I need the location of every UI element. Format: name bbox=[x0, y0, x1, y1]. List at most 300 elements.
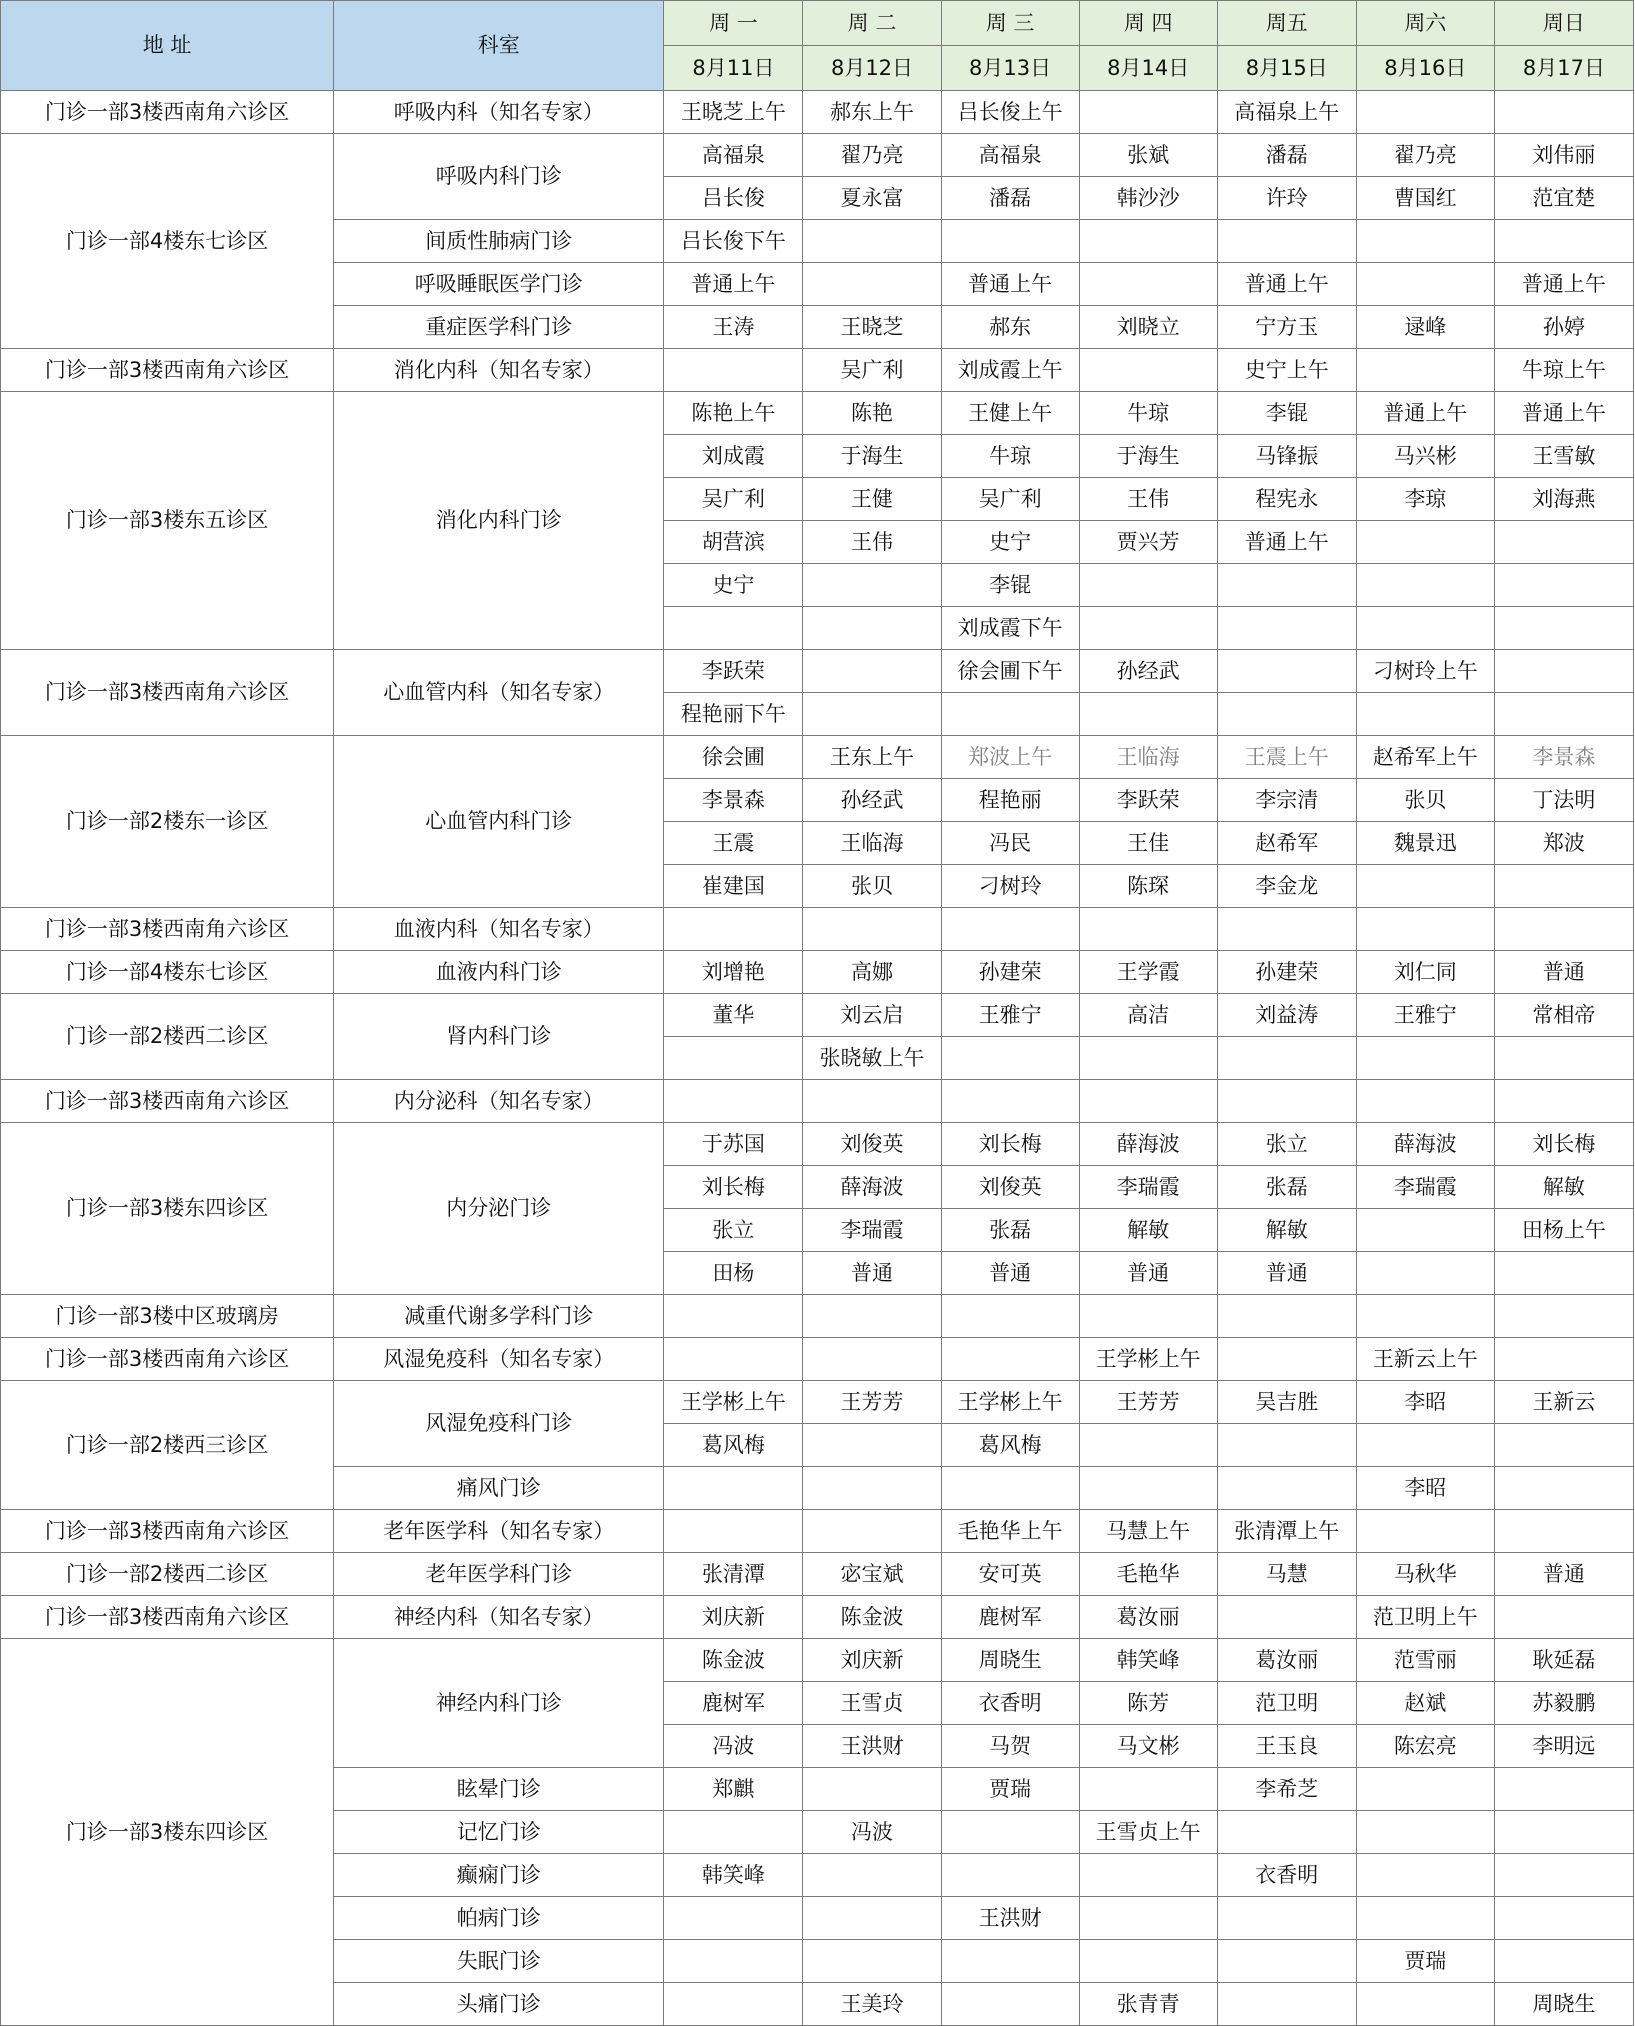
doctor-cell bbox=[1217, 1037, 1356, 1080]
doctor-cell: 王学彬上午 bbox=[1079, 1338, 1217, 1381]
department-header: 科室 bbox=[334, 1, 664, 91]
doctor-cell: 陈艳 bbox=[803, 392, 941, 435]
doctor-cell bbox=[941, 1811, 1079, 1854]
department-cell: 老年医学科（知名专家） bbox=[334, 1510, 664, 1553]
doctor-cell bbox=[941, 1338, 1079, 1381]
doctor-cell bbox=[664, 1983, 803, 2026]
doctor-cell: 王佳 bbox=[1079, 822, 1217, 865]
doctor-cell bbox=[1217, 1811, 1356, 1854]
doctor-cell: 李希芝 bbox=[1217, 1768, 1356, 1811]
doctor-cell bbox=[803, 908, 941, 951]
doctor-cell bbox=[1494, 1467, 1633, 1510]
doctor-cell bbox=[803, 650, 941, 693]
department-cell: 心血管内科（知名专家） bbox=[334, 650, 664, 736]
doctor-cell: 张贝 bbox=[803, 865, 941, 908]
doctor-cell: 张斌 bbox=[1079, 134, 1217, 177]
doctor-cell: 王雅宁 bbox=[1356, 994, 1494, 1037]
doctor-cell bbox=[1356, 1209, 1494, 1252]
doctor-cell bbox=[1356, 1897, 1494, 1940]
department-cell: 帕病门诊 bbox=[334, 1897, 664, 1940]
doctor-cell bbox=[1217, 564, 1356, 607]
doctor-cell: 王晓芝 bbox=[803, 306, 941, 349]
location-cell: 门诊一部2楼西二诊区 bbox=[1, 1553, 334, 1596]
schedule-row bbox=[1, 1295, 1634, 1338]
date-header: 8月12日 bbox=[803, 46, 941, 91]
doctor-cell bbox=[1356, 521, 1494, 564]
doctor-cell: 陈金波 bbox=[803, 1596, 941, 1639]
doctor-cell: 李瑞霞 bbox=[1079, 1166, 1217, 1209]
doctor-cell: 刁树玲上午 bbox=[1356, 650, 1494, 693]
department-cell: 老年医学科门诊 bbox=[334, 1553, 664, 1596]
department-cell: 呼吸内科（知名专家） bbox=[334, 91, 664, 134]
doctor-cell bbox=[1494, 1510, 1633, 1553]
doctor-cell bbox=[1356, 1037, 1494, 1080]
location-cell: 门诊一部4楼东七诊区 bbox=[1, 951, 334, 994]
doctor-cell bbox=[1217, 1897, 1356, 1940]
doctor-cell: 贾兴芳 bbox=[1079, 521, 1217, 564]
doctor-cell: 刘成霞上午 bbox=[941, 349, 1079, 392]
doctor-cell: 王玉良 bbox=[1217, 1725, 1356, 1768]
doctor-cell bbox=[1217, 650, 1356, 693]
doctor-cell: 田杨 bbox=[664, 1252, 803, 1295]
doctor-cell: 冯波 bbox=[664, 1725, 803, 1768]
doctor-cell: 董华 bbox=[664, 994, 803, 1037]
doctor-cell bbox=[1079, 564, 1217, 607]
doctor-cell bbox=[1494, 1596, 1633, 1639]
doctor-cell bbox=[1494, 650, 1633, 693]
doctor-cell: 马秋华 bbox=[1356, 1553, 1494, 1596]
doctor-cell: 常相帝 bbox=[1494, 994, 1633, 1037]
schedule-row bbox=[1, 994, 1634, 1037]
doctor-cell: 赵希军上午 bbox=[1356, 736, 1494, 779]
doctor-cell: 赵斌 bbox=[1356, 1682, 1494, 1725]
doctor-cell bbox=[1494, 1768, 1633, 1811]
doctor-cell bbox=[1217, 908, 1356, 951]
doctor-cell: 薛海波 bbox=[803, 1166, 941, 1209]
doctor-cell: 宓宝斌 bbox=[803, 1553, 941, 1596]
doctor-cell bbox=[1079, 1768, 1217, 1811]
doctor-cell bbox=[1079, 607, 1217, 650]
doctor-cell: 牛琼 bbox=[941, 435, 1079, 478]
doctor-cell: 王学彬上午 bbox=[664, 1381, 803, 1424]
location-cell: 门诊一部3楼西南角六诊区 bbox=[1, 349, 334, 392]
department-cell: 间质性肺病门诊 bbox=[334, 220, 664, 263]
doctor-cell: 李瑞霞 bbox=[803, 1209, 941, 1252]
doctor-cell: 张磊 bbox=[1217, 1166, 1356, 1209]
doctor-cell bbox=[1217, 1338, 1356, 1381]
doctor-cell: 牛琼上午 bbox=[1494, 349, 1633, 392]
doctor-cell bbox=[1079, 908, 1217, 951]
doctor-cell bbox=[1494, 865, 1633, 908]
doctor-cell: 王伟 bbox=[1079, 478, 1217, 521]
doctor-cell bbox=[1217, 693, 1356, 736]
location-cell: 门诊一部3楼西南角六诊区 bbox=[1, 1510, 334, 1553]
doctor-cell bbox=[803, 693, 941, 736]
doctor-cell bbox=[803, 1338, 941, 1381]
doctor-cell bbox=[1494, 1338, 1633, 1381]
doctor-cell: 程艳丽 bbox=[941, 779, 1079, 822]
doctor-cell: 王洪财 bbox=[941, 1897, 1079, 1940]
schedule-row bbox=[1, 908, 1634, 951]
weekday-header: 周五 bbox=[1217, 1, 1356, 46]
doctor-cell bbox=[941, 1295, 1079, 1338]
doctor-cell bbox=[1079, 1467, 1217, 1510]
doctor-cell bbox=[1356, 1811, 1494, 1854]
doctor-cell: 张贝 bbox=[1356, 779, 1494, 822]
doctor-cell: 王新云 bbox=[1494, 1381, 1633, 1424]
department-cell: 风湿免疫科门诊 bbox=[334, 1381, 664, 1467]
doctor-cell: 薛海波 bbox=[1356, 1123, 1494, 1166]
doctor-cell: 许玲 bbox=[1217, 177, 1356, 220]
doctor-cell bbox=[664, 349, 803, 392]
doctor-cell: 高洁 bbox=[1079, 994, 1217, 1037]
doctor-cell: 王学彬上午 bbox=[941, 1381, 1079, 1424]
doctor-cell: 李明远 bbox=[1494, 1725, 1633, 1768]
department-cell: 重症医学科门诊 bbox=[334, 306, 664, 349]
doctor-cell: 李昭 bbox=[1356, 1467, 1494, 1510]
doctor-cell bbox=[1356, 91, 1494, 134]
doctor-cell: 宁方玉 bbox=[1217, 306, 1356, 349]
doctor-cell bbox=[1356, 1424, 1494, 1467]
doctor-cell bbox=[803, 1940, 941, 1983]
doctor-cell bbox=[1217, 1467, 1356, 1510]
doctor-cell: 郑波 bbox=[1494, 822, 1633, 865]
doctor-cell: 李琼 bbox=[1356, 478, 1494, 521]
date-header: 8月17日 bbox=[1494, 46, 1633, 91]
doctor-cell: 胡营滨 bbox=[664, 521, 803, 564]
doctor-cell bbox=[1356, 1252, 1494, 1295]
doctor-cell: 史宁上午 bbox=[1217, 349, 1356, 392]
doctor-cell: 范雪丽 bbox=[1356, 1639, 1494, 1682]
doctor-cell bbox=[941, 1983, 1079, 2026]
schedule-row bbox=[1, 1381, 1634, 1424]
doctor-cell: 李景森 bbox=[664, 779, 803, 822]
doctor-cell: 普通上午 bbox=[1356, 392, 1494, 435]
doctor-cell: 刘伟丽 bbox=[1494, 134, 1633, 177]
department-cell: 血液内科门诊 bbox=[334, 951, 664, 994]
doctor-cell: 王临海 bbox=[1079, 736, 1217, 779]
doctor-cell bbox=[941, 220, 1079, 263]
department-cell: 消化内科门诊 bbox=[334, 392, 664, 650]
department-cell: 血液内科（知名专家） bbox=[334, 908, 664, 951]
doctor-cell: 吕长俊下午 bbox=[664, 220, 803, 263]
doctor-cell: 王雅宁 bbox=[941, 994, 1079, 1037]
doctor-cell: 普通 bbox=[803, 1252, 941, 1295]
doctor-cell bbox=[1494, 908, 1633, 951]
doctor-cell: 张磊 bbox=[941, 1209, 1079, 1252]
doctor-cell bbox=[941, 1940, 1079, 1983]
date-header: 8月13日 bbox=[941, 46, 1079, 91]
doctor-cell bbox=[1494, 1252, 1633, 1295]
doctor-cell: 张立 bbox=[1217, 1123, 1356, 1166]
doctor-cell bbox=[1079, 1897, 1217, 1940]
department-cell: 呼吸睡眠医学门诊 bbox=[334, 263, 664, 306]
doctor-cell: 范宜楚 bbox=[1494, 177, 1633, 220]
location-cell: 门诊一部3楼西南角六诊区 bbox=[1, 91, 334, 134]
doctor-cell: 李锟 bbox=[1217, 392, 1356, 435]
doctor-cell bbox=[664, 1338, 803, 1381]
doctor-cell: 王学霞 bbox=[1079, 951, 1217, 994]
doctor-cell: 高福泉 bbox=[941, 134, 1079, 177]
schedule-row bbox=[1, 1338, 1634, 1381]
doctor-cell: 陈宏亮 bbox=[1356, 1725, 1494, 1768]
doctor-cell: 孙建荣 bbox=[1217, 951, 1356, 994]
doctor-cell: 徐会圃 bbox=[664, 736, 803, 779]
doctor-cell: 张清潭上午 bbox=[1217, 1510, 1356, 1553]
doctor-cell: 葛风梅 bbox=[664, 1424, 803, 1467]
doctor-cell: 潘磊 bbox=[941, 177, 1079, 220]
doctor-cell: 孙经武 bbox=[1079, 650, 1217, 693]
doctor-cell: 王涛 bbox=[664, 306, 803, 349]
doctor-cell bbox=[664, 1467, 803, 1510]
doctor-cell bbox=[1079, 349, 1217, 392]
doctor-cell bbox=[664, 1295, 803, 1338]
doctor-cell bbox=[1079, 1295, 1217, 1338]
doctor-cell: 孙婷 bbox=[1494, 306, 1633, 349]
doctor-cell: 孙建荣 bbox=[941, 951, 1079, 994]
doctor-cell: 普通 bbox=[1217, 1252, 1356, 1295]
schedule-row bbox=[1, 1510, 1634, 1553]
doctor-cell bbox=[664, 1510, 803, 1553]
doctor-cell: 刘成霞下午 bbox=[941, 607, 1079, 650]
doctor-cell: 陈艳上午 bbox=[664, 392, 803, 435]
doctor-cell: 王临海 bbox=[803, 822, 941, 865]
doctor-cell: 王健上午 bbox=[941, 392, 1079, 435]
doctor-cell: 吴广利 bbox=[803, 349, 941, 392]
schedule-row bbox=[1, 91, 1634, 134]
department-cell: 癫痫门诊 bbox=[334, 1854, 664, 1897]
doctor-cell: 葛风梅 bbox=[941, 1424, 1079, 1467]
department-cell: 痛风门诊 bbox=[334, 1467, 664, 1510]
date-header: 8月14日 bbox=[1079, 46, 1217, 91]
doctor-cell: 韩笑峰 bbox=[1079, 1639, 1217, 1682]
doctor-cell: 刘增艳 bbox=[664, 951, 803, 994]
schedule-row bbox=[1, 1596, 1634, 1639]
doctor-cell: 刘长梅 bbox=[1494, 1123, 1633, 1166]
doctor-cell: 李景森 bbox=[1494, 736, 1633, 779]
location-cell: 门诊一部2楼西三诊区 bbox=[1, 1381, 334, 1510]
doctor-cell: 刁树玲 bbox=[941, 865, 1079, 908]
doctor-cell bbox=[664, 908, 803, 951]
address-header: 地 址 bbox=[1, 1, 334, 91]
doctor-cell bbox=[803, 220, 941, 263]
doctor-cell: 刘云启 bbox=[803, 994, 941, 1037]
doctor-cell: 普通上午 bbox=[1217, 263, 1356, 306]
doctor-cell bbox=[664, 607, 803, 650]
doctor-cell bbox=[803, 1768, 941, 1811]
doctor-cell: 葛汝丽 bbox=[1217, 1639, 1356, 1682]
doctor-cell bbox=[941, 693, 1079, 736]
schedule-row bbox=[1, 1639, 1634, 1682]
doctor-cell: 王美玲 bbox=[803, 1983, 941, 2026]
doctor-cell: 安可英 bbox=[941, 1553, 1079, 1596]
doctor-cell: 周晓生 bbox=[941, 1639, 1079, 1682]
doctor-cell bbox=[1356, 1080, 1494, 1123]
date-header: 8月15日 bbox=[1217, 46, 1356, 91]
doctor-cell: 逯峰 bbox=[1356, 306, 1494, 349]
doctor-cell: 陈金波 bbox=[664, 1639, 803, 1682]
doctor-cell bbox=[1356, 1295, 1494, 1338]
doctor-cell bbox=[1079, 220, 1217, 263]
doctor-cell: 王芳芳 bbox=[803, 1381, 941, 1424]
doctor-cell: 马兴彬 bbox=[1356, 435, 1494, 478]
doctor-cell: 陈琛 bbox=[1079, 865, 1217, 908]
doctor-cell: 刘益涛 bbox=[1217, 994, 1356, 1037]
doctor-cell bbox=[941, 908, 1079, 951]
doctor-cell: 王震上午 bbox=[1217, 736, 1356, 779]
doctor-cell: 周晓生 bbox=[1494, 1983, 1633, 2026]
doctor-cell: 李昭 bbox=[1356, 1381, 1494, 1424]
doctor-cell: 高福泉 bbox=[664, 134, 803, 177]
doctor-cell: 王晓芝上午 bbox=[664, 91, 803, 134]
doctor-cell bbox=[1494, 1080, 1633, 1123]
header-row-weekdays bbox=[1, 1, 1634, 46]
schedule-row bbox=[1, 650, 1634, 693]
doctor-cell bbox=[1079, 693, 1217, 736]
doctor-cell: 郑麒 bbox=[664, 1768, 803, 1811]
doctor-cell: 衣香明 bbox=[1217, 1854, 1356, 1897]
doctor-cell: 史宁 bbox=[941, 521, 1079, 564]
doctor-cell bbox=[1494, 521, 1633, 564]
doctor-cell bbox=[1494, 607, 1633, 650]
schedule-row bbox=[1, 349, 1634, 392]
doctor-cell bbox=[1494, 91, 1633, 134]
doctor-cell bbox=[1356, 693, 1494, 736]
doctor-cell bbox=[1079, 1940, 1217, 1983]
doctor-cell bbox=[664, 1811, 803, 1854]
doctor-cell: 田杨上午 bbox=[1494, 1209, 1633, 1252]
doctor-cell bbox=[1494, 693, 1633, 736]
location-cell: 门诊一部4楼东七诊区 bbox=[1, 134, 334, 349]
doctor-cell: 王雪贞 bbox=[803, 1682, 941, 1725]
department-cell: 内分泌门诊 bbox=[334, 1123, 664, 1295]
doctor-cell: 王雪贞上午 bbox=[1079, 1811, 1217, 1854]
doctor-cell bbox=[1356, 220, 1494, 263]
doctor-cell: 李宗清 bbox=[1217, 779, 1356, 822]
doctor-cell bbox=[664, 1037, 803, 1080]
doctor-cell bbox=[941, 1037, 1079, 1080]
doctor-cell: 翟乃亮 bbox=[1356, 134, 1494, 177]
doctor-cell: 解敏 bbox=[1079, 1209, 1217, 1252]
doctor-cell: 普通上午 bbox=[1494, 263, 1633, 306]
location-cell: 门诊一部3楼西南角六诊区 bbox=[1, 650, 334, 736]
department-cell: 眩晕门诊 bbox=[334, 1768, 664, 1811]
schedule-row bbox=[1, 1123, 1634, 1166]
doctor-cell: 吴吉胜 bbox=[1217, 1381, 1356, 1424]
weekday-header: 周 一 bbox=[664, 1, 803, 46]
doctor-cell: 牛琼 bbox=[1079, 392, 1217, 435]
doctor-cell: 王芳芳 bbox=[1079, 1381, 1217, 1424]
doctor-cell: 解敏 bbox=[1217, 1209, 1356, 1252]
department-cell: 内分泌科（知名专家） bbox=[334, 1080, 664, 1123]
location-cell: 门诊一部3楼西南角六诊区 bbox=[1, 1338, 334, 1381]
department-cell: 减重代谢多学科门诊 bbox=[334, 1295, 664, 1338]
doctor-cell bbox=[1356, 263, 1494, 306]
doctor-cell bbox=[1494, 564, 1633, 607]
doctor-cell: 郝东 bbox=[941, 306, 1079, 349]
doctor-cell: 解敏 bbox=[1494, 1166, 1633, 1209]
doctor-cell: 郑波上午 bbox=[941, 736, 1079, 779]
doctor-cell: 范卫明上午 bbox=[1356, 1596, 1494, 1639]
doctor-cell: 苏毅鹏 bbox=[1494, 1682, 1633, 1725]
department-cell: 心血管内科门诊 bbox=[334, 736, 664, 908]
doctor-cell bbox=[803, 1295, 941, 1338]
doctor-cell: 毛艳华上午 bbox=[941, 1510, 1079, 1553]
doctor-cell: 刘长梅 bbox=[941, 1123, 1079, 1166]
doctor-cell bbox=[1217, 607, 1356, 650]
doctor-cell: 马锋振 bbox=[1217, 435, 1356, 478]
doctor-cell bbox=[803, 263, 941, 306]
doctor-cell: 刘长梅 bbox=[664, 1166, 803, 1209]
doctor-cell: 普通上午 bbox=[1217, 521, 1356, 564]
doctor-cell bbox=[1079, 1854, 1217, 1897]
doctor-cell bbox=[1356, 564, 1494, 607]
doctor-cell bbox=[1217, 1983, 1356, 2026]
doctor-cell: 王伟 bbox=[803, 521, 941, 564]
doctor-cell: 贾瑞 bbox=[1356, 1940, 1494, 1983]
location-cell: 门诊一部3楼东四诊区 bbox=[1, 1123, 334, 1295]
doctor-cell bbox=[1079, 1424, 1217, 1467]
doctor-cell bbox=[941, 1467, 1079, 1510]
doctor-cell: 普通 bbox=[1494, 1553, 1633, 1596]
doctor-cell bbox=[803, 1510, 941, 1553]
doctor-cell: 张晓敏上午 bbox=[803, 1037, 941, 1080]
doctor-cell bbox=[803, 564, 941, 607]
doctor-cell bbox=[1356, 1768, 1494, 1811]
doctor-cell bbox=[1217, 1295, 1356, 1338]
doctor-cell: 鹿树军 bbox=[664, 1682, 803, 1725]
doctor-cell: 刘仁同 bbox=[1356, 951, 1494, 994]
doctor-cell bbox=[803, 1467, 941, 1510]
doctor-cell bbox=[1494, 1940, 1633, 1983]
doctor-cell: 衣香明 bbox=[941, 1682, 1079, 1725]
doctor-cell bbox=[1494, 1854, 1633, 1897]
doctor-cell bbox=[1356, 1854, 1494, 1897]
doctor-cell bbox=[1494, 1037, 1633, 1080]
doctor-cell: 于海生 bbox=[1079, 435, 1217, 478]
department-cell: 神经内科门诊 bbox=[334, 1639, 664, 1768]
doctor-cell bbox=[1494, 1295, 1633, 1338]
doctor-cell bbox=[803, 1854, 941, 1897]
doctor-cell: 郝东上午 bbox=[803, 91, 941, 134]
doctor-cell: 丁法明 bbox=[1494, 779, 1633, 822]
doctor-cell: 王东上午 bbox=[803, 736, 941, 779]
doctor-cell bbox=[1494, 1811, 1633, 1854]
doctor-cell bbox=[1356, 865, 1494, 908]
doctor-cell bbox=[1079, 263, 1217, 306]
doctor-cell bbox=[1494, 1424, 1633, 1467]
doctor-cell bbox=[941, 1080, 1079, 1123]
doctor-cell: 刘俊英 bbox=[941, 1166, 1079, 1209]
doctor-cell: 吴广利 bbox=[941, 478, 1079, 521]
doctor-cell bbox=[1217, 220, 1356, 263]
doctor-cell: 吕长俊 bbox=[664, 177, 803, 220]
department-cell: 记忆门诊 bbox=[334, 1811, 664, 1854]
location-cell: 门诊一部2楼东一诊区 bbox=[1, 736, 334, 908]
doctor-cell: 毛艳华 bbox=[1079, 1553, 1217, 1596]
doctor-cell: 曹国红 bbox=[1356, 177, 1494, 220]
doctor-cell bbox=[803, 1424, 941, 1467]
schedule-row bbox=[1, 392, 1634, 435]
schedule-row bbox=[1, 1553, 1634, 1596]
location-cell: 门诊一部2楼西二诊区 bbox=[1, 994, 334, 1080]
doctor-cell: 贾瑞 bbox=[941, 1768, 1079, 1811]
doctor-cell: 王健 bbox=[803, 478, 941, 521]
doctor-cell: 马贺 bbox=[941, 1725, 1079, 1768]
doctor-cell: 刘俊英 bbox=[803, 1123, 941, 1166]
doctor-cell: 高娜 bbox=[803, 951, 941, 994]
doctor-cell: 高福泉上午 bbox=[1217, 91, 1356, 134]
